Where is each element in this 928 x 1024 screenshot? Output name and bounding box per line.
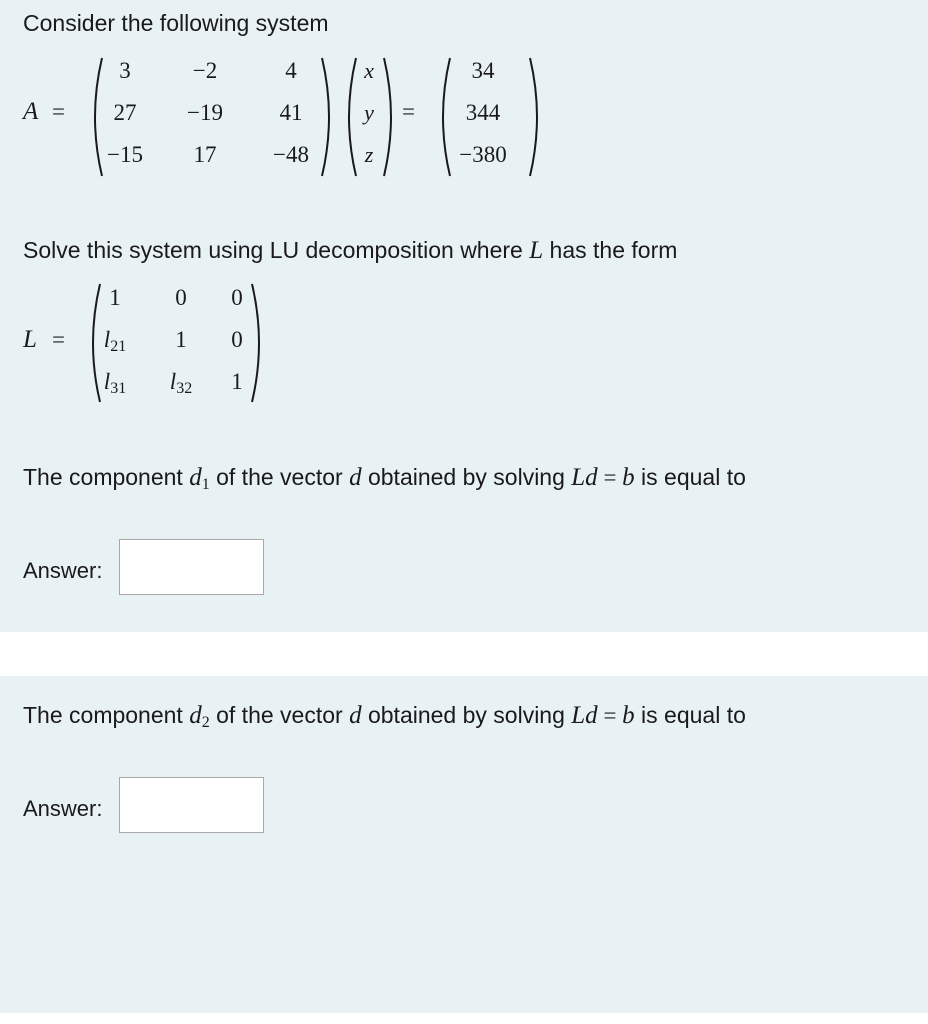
rhs-value: −380 (459, 142, 507, 167)
matrix-l-cell: 0 (231, 285, 243, 310)
matrix-l-cell: 0 (175, 285, 187, 310)
matrix-a-cell: 41 (279, 100, 303, 125)
question-2-text: The component $d_2$ of the vector d obtained by solving Ld = b is equal to (23, 702, 746, 731)
intro-text: Consider the following system (23, 10, 329, 36)
matrix-l-cell: 1 (175, 327, 187, 352)
rhs-value: 34 (471, 58, 495, 83)
matrix-l-cell: 1 (109, 285, 121, 310)
matrix-l-cell: 1 (231, 369, 243, 394)
l-equals-sign: = (52, 327, 65, 352)
matrix-a-cell: 3 (119, 58, 131, 83)
rhs-value: 344 (465, 100, 501, 125)
answer-label-2: Answer: (23, 796, 103, 821)
matrix-a-cell: 17 (193, 142, 217, 167)
matrix-l-cell: $l_{31}$ (103, 369, 127, 397)
matrix-a-cell: −2 (192, 58, 218, 83)
answer-input-1[interactable] (119, 539, 264, 595)
solve-l-symbol: L (529, 237, 544, 264)
answer-input-2[interactable] (119, 777, 264, 833)
solve-suffix: has the form (543, 237, 678, 263)
matrix-l-cell: $l_{32}$ (169, 369, 193, 397)
unknown-y: y (364, 100, 374, 125)
matrix-l-cell: $l_{21}$ (103, 327, 127, 355)
question-panel-2 (0, 676, 928, 1013)
equals-sign: = (52, 99, 65, 124)
matrix-a-cell: 4 (285, 58, 297, 83)
matrix-a-cell: −48 (273, 142, 309, 167)
system-equals-sign: = (402, 99, 415, 124)
matrix-l-symbol: L (23, 326, 37, 353)
unknown-x: x (364, 58, 374, 83)
matrix-a-cell: −19 (187, 100, 223, 125)
d1-variable: $d_1$ (189, 464, 210, 493)
answer-label-1: Answer: (23, 558, 103, 583)
solve-instruction (23, 237, 677, 265)
solve-prefix: Solve this system using LU decomposition where (23, 237, 530, 263)
rhs-vector-right-paren (526, 56, 546, 178)
matrix-a-symbol: A (23, 98, 39, 125)
matrix-a-cell: −15 (107, 142, 143, 167)
matrix-l-cell: 0 (231, 327, 243, 352)
question-1-text: The component $d_1$ of the vector d obtained by solving Ld = b is equal to (23, 464, 746, 493)
matrix-a-cell: 27 (113, 100, 137, 125)
d2-variable: $d_2$ (189, 702, 210, 731)
unknown-z: z (364, 142, 374, 167)
